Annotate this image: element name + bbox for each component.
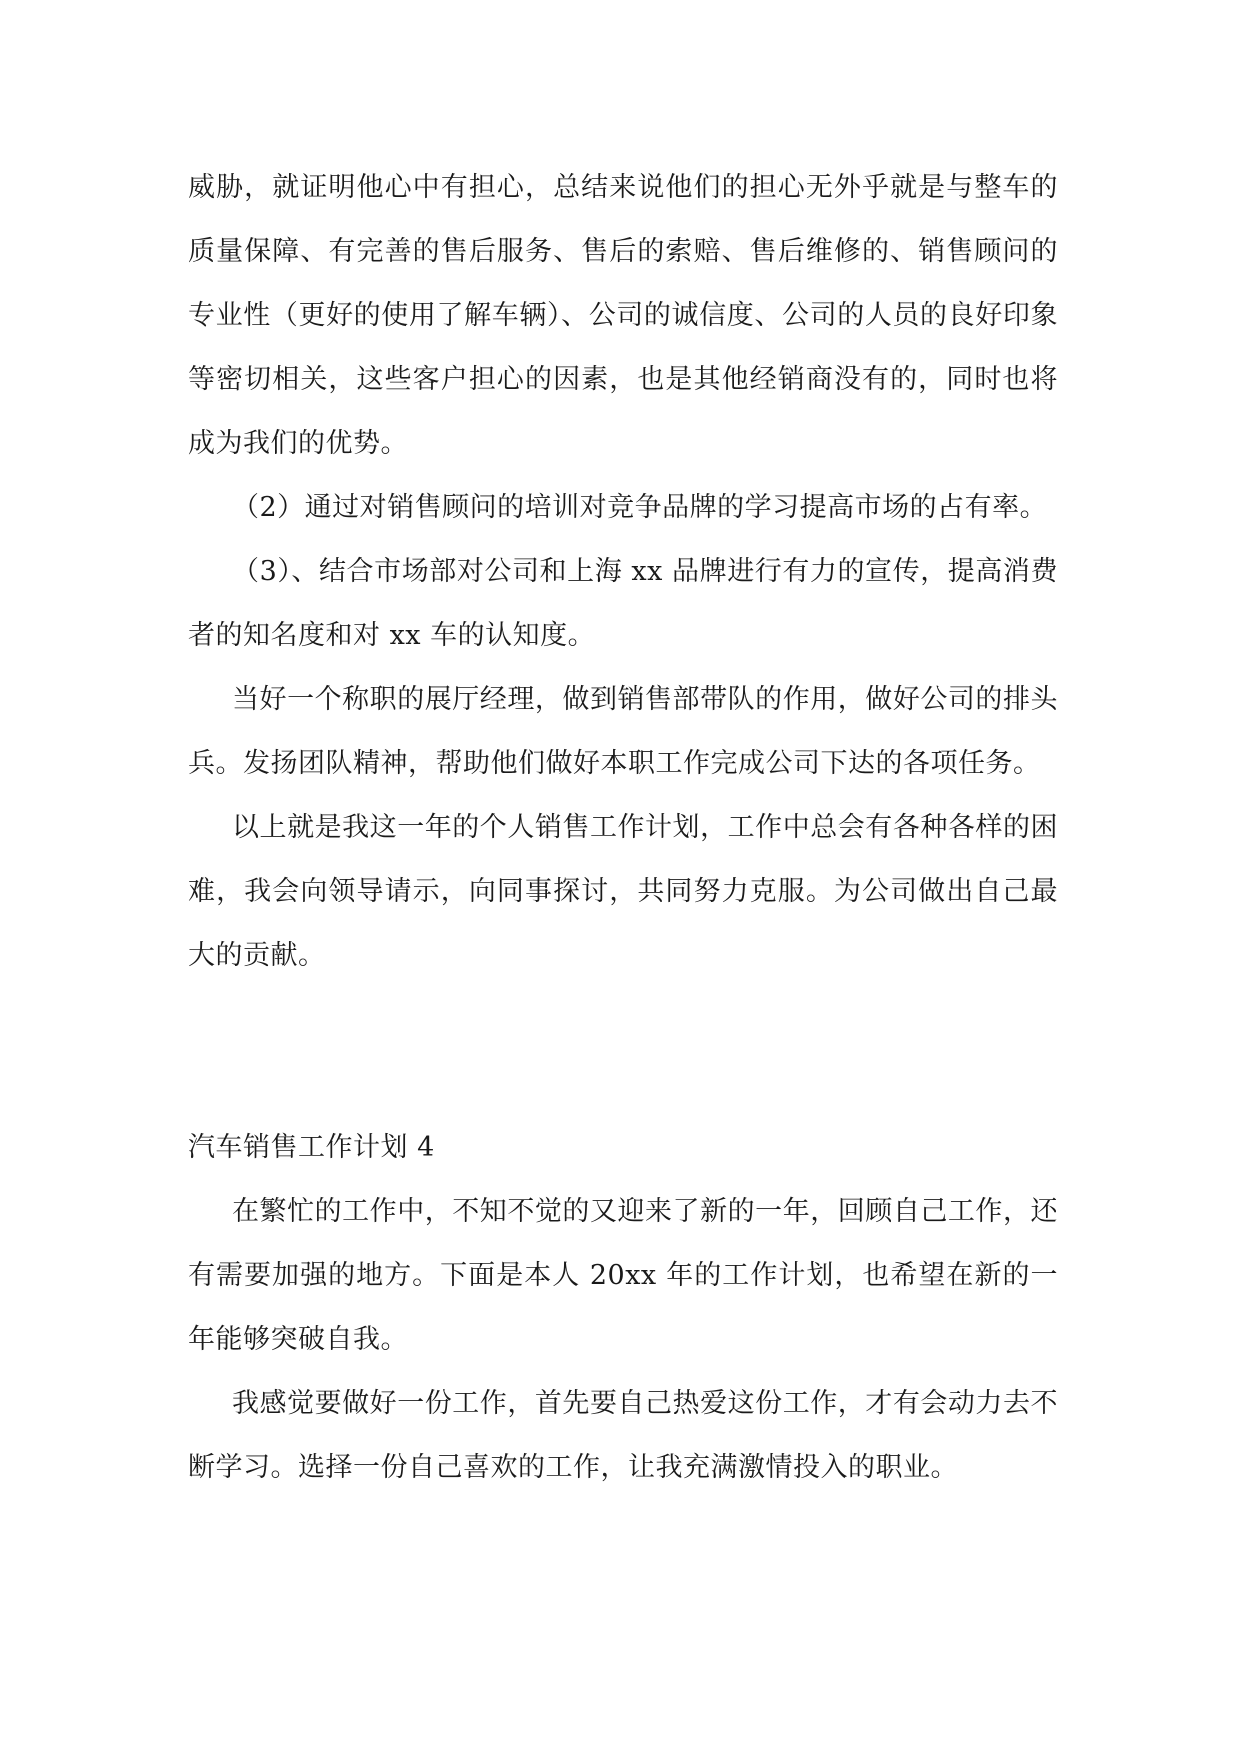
paragraph-conclusion: 以上就是我这一年的个人销售工作计划，工作中总会有各种各样的困难，我会向领导请示，向同事探讨，共同努力克服。为公司做出自己最大的贡献。 bbox=[188, 812, 1058, 971]
paragraph-continuation: 威胁，就证明他心中有担心，总结来说他们的担心无外乎就是与整车的质量保障、有完善的售后服务、售后的索赔、售后维修的、销售顾问的专业性（更好的使用了解车辆）、公司的诚信度、公司的人员的良好印象等密切相关，这些客户担心的因素，也是其他经销商没有的，同时也将成为我们的优势。 bbox=[188, 172, 1058, 459]
section-title: 汽车销售工作计划 4 bbox=[188, 1132, 435, 1163]
paragraph-showroom-manager: 当好一个称职的展厅经理，做到销售部带队的作用，做好公司的排头兵。发扬团队精神，帮助他们做好本职工作完成公司下达的各项任务。 bbox=[188, 684, 1058, 779]
paragraph-item-2: （2）通过对销售顾问的培训对竞争品牌的学习提高市场的占有率。 bbox=[232, 492, 1048, 523]
section-spacer bbox=[188, 988, 1058, 1116]
paragraph-love-work: 我感觉要做好一份工作，首先要自己热爱这份工作，才有会动力去不断学习。选择一份自己喜欢的工作，让我充满激情投入的职业。 bbox=[188, 1388, 1058, 1483]
paragraph-item-3: （3）、结合市场部对公司和上海 xx 品牌进行有力的宣传，提高消费者的知名度和对 xx 车的认知度。 bbox=[188, 556, 1058, 651]
document-body bbox=[188, 156, 1058, 1500]
paragraph-new-year: 在繁忙的工作中，不知不觉的又迎来了新的一年，回顾自己工作，还有需要加强的地方。下面是本人 20xx 年的工作计划，也希望在新的一年能够突破自我。 bbox=[188, 1196, 1058, 1355]
